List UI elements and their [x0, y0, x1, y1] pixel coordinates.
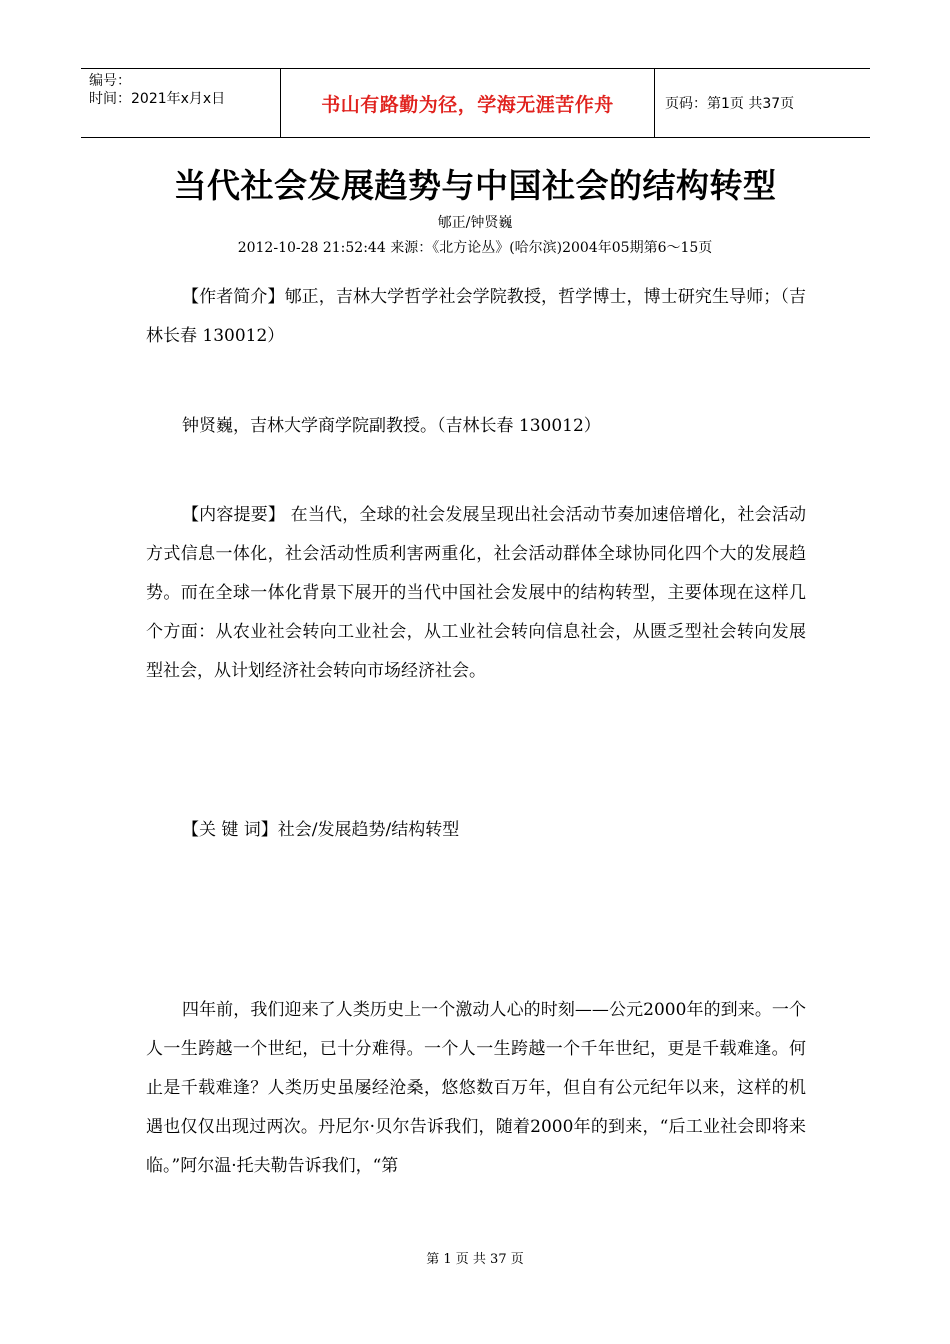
document-time-label: 时间：2021年x月x日: [89, 91, 226, 107]
article-meta: 2012-10-28 21:52:44 来源：《北方论丛》(哈尔滨)2004年05期第6～15页: [237, 240, 713, 256]
page-footer: 第 1 页 共 37 页: [426, 1252, 524, 1267]
document-header: [81, 68, 870, 138]
keywords-paragraph: 【关 键 词】社会/发展趋势/结构转型: [182, 820, 460, 840]
abstract-paragraph: 【内容提要】 在当代，全球的社会发展呈现出社会活动节奏加速倍增化，社会活动方式信息一体化，社会活动性质利害两重化，社会活动群体全球协同化四个大的发展趋势。而在全球一体化背景下展开的当代中国社会发展中的结构转型，主要体现在这样几个方面：从农业社会转向工业社会，从工业社会转向信息社会，从匮乏型社会转向发展型社会，从计划经济社会转向市场经济社会。: [146, 505, 806, 681]
article-authors: 郇正/钟贤巍: [437, 215, 513, 231]
document-number-label: 编号：: [89, 73, 131, 89]
coauthor-intro-paragraph: 钟贤巍，吉林大学商学院副教授。（吉林长春 130012）: [182, 416, 601, 436]
author-intro-paragraph: 【作者简介】郇正，吉林大学哲学社会学院教授，哲学博士，博士研究生导师；（吉林长春 130012）: [146, 287, 806, 346]
article-title: 当代社会发展趋势与中国社会的结构转型: [173, 166, 777, 205]
header-motto: 书山有路勤为径，学海无涯苦作舟: [281, 69, 655, 137]
body-paragraph: 四年前，我们迎来了人类历史上一个激动人心的时刻——公元2000年的到来。一个人一生跨越一个世纪，已十分难得。一个人一生跨越一个千年世纪，更是千载难逢。何止是千载难逢？人类历史虽屡经沧桑，悠悠数百万年，但自有公元纪年以来，这样的机遇也仅仅出现过两次。丹尼尔·贝尔告诉我们，随着2000年的到来，“后工业社会即将来临。”阿尔温·托夫勒告诉我们，“第: [146, 1000, 806, 1176]
header-info-cell: [81, 69, 281, 137]
header-page-info: 页码：第1页 共37页: [665, 96, 795, 112]
